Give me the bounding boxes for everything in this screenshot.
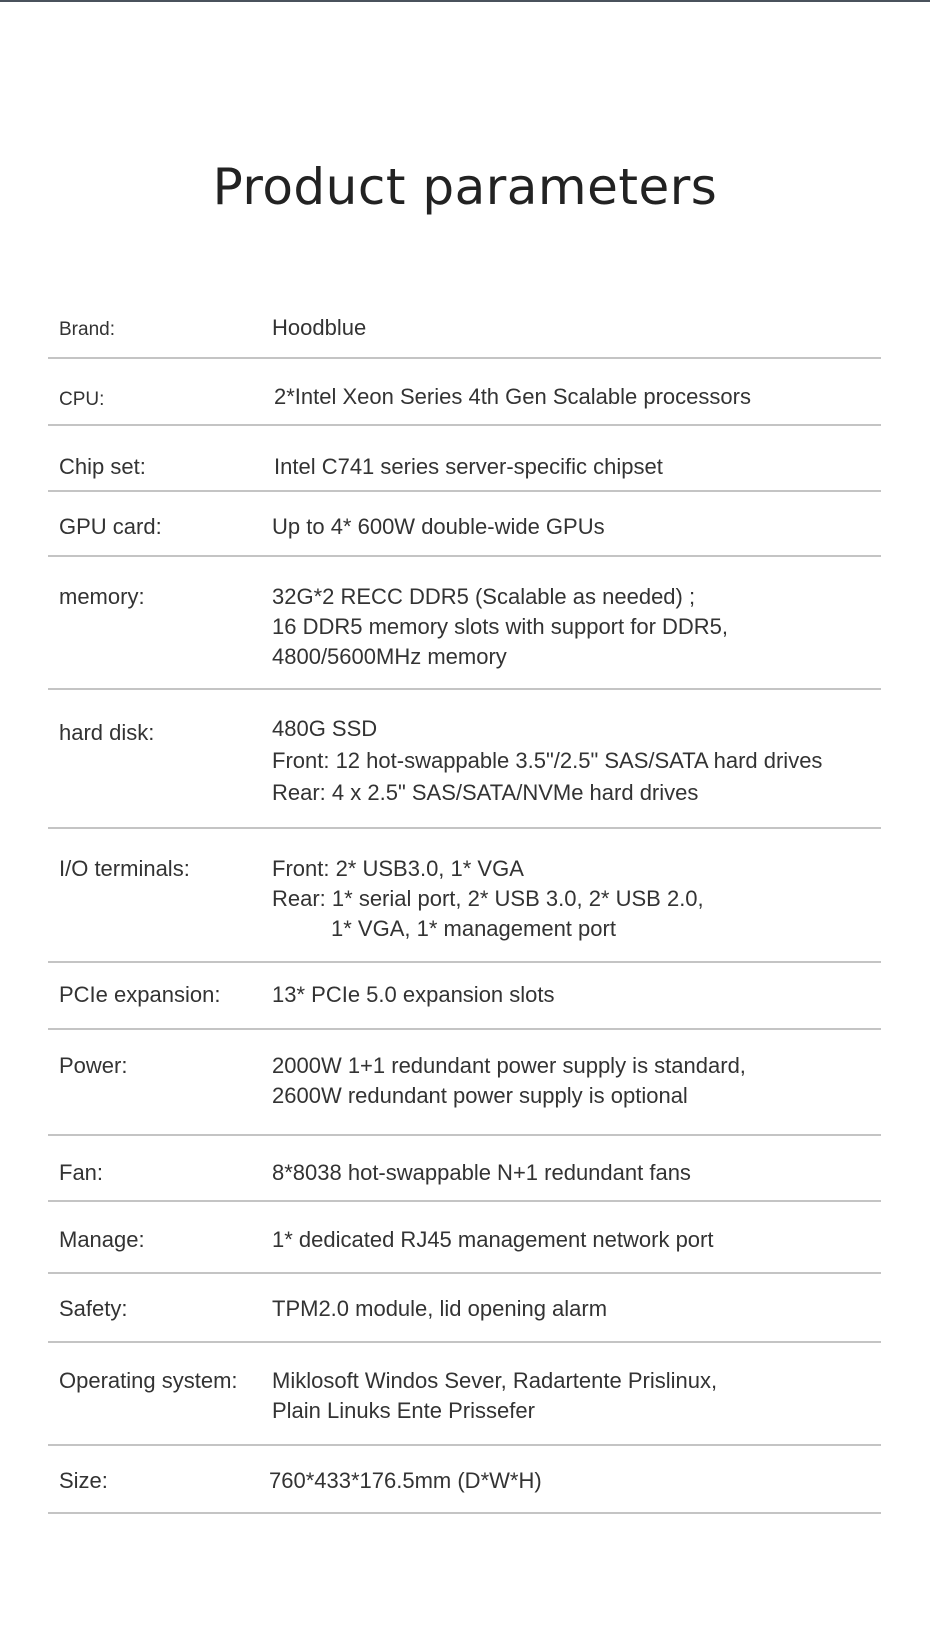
row-divider — [48, 424, 881, 426]
spec-value-line: Rear: 4 x 2.5" SAS/SATA/NVMe hard drives — [272, 780, 699, 805]
spec-value-line: 760*433*176.5mm (D*W*H) — [269, 1468, 542, 1493]
row-divider — [48, 1028, 881, 1030]
spec-value — [272, 313, 366, 343]
spec-value-line: Hoodblue — [272, 315, 367, 340]
page-title: Product parameters — [212, 158, 718, 216]
spec-value — [274, 452, 663, 482]
spec-value-line: 1* VGA, 1* management port — [331, 916, 616, 941]
spec-label: Operating system: — [59, 1368, 238, 1393]
spec-value-line: Front: 2* USB3.0, 1* VGA — [272, 856, 524, 881]
row-divider — [48, 1341, 881, 1343]
spec-label: PCIe expansion: — [59, 982, 221, 1007]
row-divider — [48, 827, 881, 829]
spec-value — [272, 980, 555, 1010]
row-divider — [48, 1444, 881, 1446]
spec-value-line: 1* dedicated RJ45 management network port — [272, 1227, 714, 1252]
spec-value-line: 480G SSD — [272, 716, 378, 741]
spec-value — [272, 1158, 691, 1188]
row-divider — [48, 961, 881, 963]
spec-value-line: Intel C741 series server-specific chipset — [274, 454, 663, 479]
spec-label: GPU card: — [59, 514, 162, 539]
spec-value-line: Rear: 1* serial port, 2* USB 3.0, 2* USB 2.0, — [272, 886, 704, 911]
spec-value-line: 8*8038 hot-swappable N+1 redundant fans — [272, 1160, 691, 1185]
row-divider — [48, 1512, 881, 1514]
row-divider — [48, 1272, 881, 1274]
spec-label: Power: — [59, 1053, 128, 1078]
spec-label: Brand: — [59, 319, 115, 340]
spec-value-line: Miklosoft Windos Sever, Radartente Prislinux, — [272, 1368, 718, 1393]
spec-value — [272, 1225, 713, 1255]
row-divider — [48, 555, 881, 557]
spec-value — [272, 512, 605, 542]
spec-value — [272, 1366, 717, 1426]
row-divider — [48, 357, 881, 359]
spec-label: Size: — [59, 1468, 108, 1493]
spec-value-line: 2*Intel Xeon Series 4th Gen Scalable processors — [274, 384, 751, 409]
spec-value-line: 2600W redundant power supply is optional — [272, 1083, 688, 1108]
spec-value-line: Plain Linuks Ente Prissefer — [272, 1398, 535, 1423]
spec-label: I/O terminals: — [59, 856, 190, 881]
spec-value — [269, 1466, 542, 1496]
spec-value — [272, 1051, 746, 1111]
spec-value-line: 2000W 1+1 redundant power supply is standard, — [272, 1053, 746, 1078]
spec-value-line: 13* PCIe 5.0 expansion slots — [272, 982, 555, 1007]
spec-value-line: Front: 12 hot-swappable 3.5"/2.5" SAS/SATA hard drives — [272, 748, 823, 773]
row-divider — [48, 688, 881, 690]
spec-value-line: 32G*2 RECC DDR5 (Scalable as needed) ; — [272, 584, 696, 609]
spec-value — [272, 582, 728, 672]
row-divider — [48, 1134, 881, 1136]
spec-value-line: 4800/5600MHz memory — [272, 644, 507, 669]
spec-value-line: 16 DDR5 memory slots with support for DDR5, — [272, 614, 729, 639]
top-border — [0, 0, 930, 2]
spec-label: Manage: — [59, 1227, 145, 1252]
spec-label: Safety: — [59, 1296, 128, 1321]
spec-label: CPU: — [59, 389, 105, 410]
spec-label: hard disk: — [59, 720, 155, 745]
spec-label: Chip set: — [59, 454, 146, 479]
row-divider — [48, 1200, 881, 1202]
spec-value — [272, 1294, 607, 1324]
spec-value — [272, 854, 704, 944]
row-divider — [48, 490, 881, 492]
spec-value — [274, 382, 751, 412]
spec-value-line: TPM2.0 module, lid opening alarm — [272, 1296, 608, 1321]
spec-label: memory: — [59, 584, 145, 609]
spec-value-line: Up to 4* 600W double-wide GPUs — [272, 514, 605, 539]
spec-value — [272, 713, 822, 809]
spec-label: Fan: — [59, 1160, 104, 1185]
